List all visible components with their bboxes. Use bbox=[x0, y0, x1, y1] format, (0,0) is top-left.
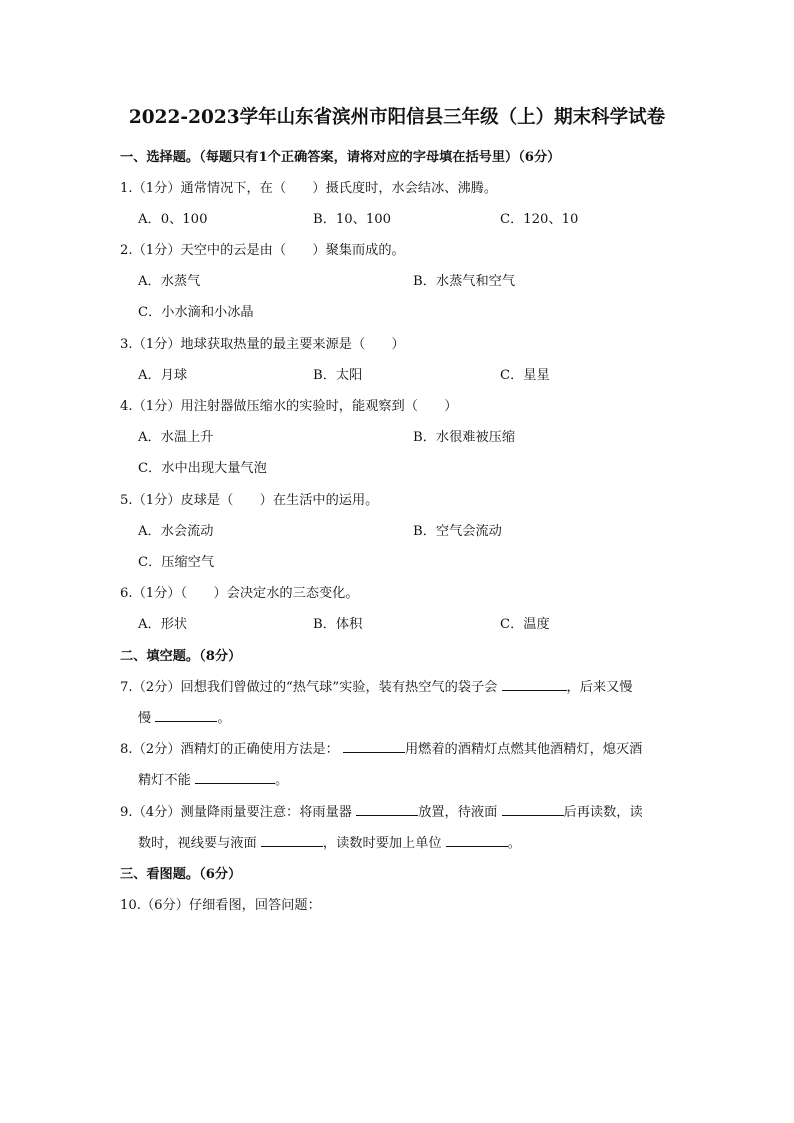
question-8-text-3: 精灯不能 bbox=[138, 773, 191, 788]
section-choice-heading: 一、选择题。（每题只有1个正确答案，请将对应的字母填在括号里）（6分） bbox=[120, 150, 561, 165]
question-4-option-a: A．水温上升 bbox=[138, 430, 214, 445]
question-5-stem: 5.（1分）皮球是（ ）在生活中的运用。 bbox=[120, 493, 379, 508]
question-8-blank-2[interactable] bbox=[195, 770, 275, 784]
question-3-option-b: B．太阳 bbox=[313, 368, 363, 383]
question-7-blank-2[interactable] bbox=[155, 708, 217, 722]
question-6-option-b: B．体积 bbox=[313, 617, 363, 632]
question-9-text-5: ，读数时要加上单位 bbox=[322, 836, 442, 851]
question-6-option-a: A．形状 bbox=[138, 617, 188, 632]
question-3-stem: 3.（1分）地球获取热量的最主要来源是（ ） bbox=[120, 337, 405, 352]
question-8-text-1: 8.（2分）酒精灯的正确使用方法是： bbox=[120, 742, 339, 757]
exam-title: 2022-2023学年山东省滨州市阳信县三年级（上）期末科学试卷 bbox=[128, 107, 666, 128]
question-2-option-c: C．小水滴和小冰晶 bbox=[138, 305, 254, 320]
question-8-blank-1[interactable] bbox=[343, 739, 405, 753]
question-7-text-3: 慢 bbox=[138, 711, 152, 726]
question-6-stem: 6.（1分）（ ）会决定水的三态变化。 bbox=[120, 586, 359, 601]
question-7-text-4: 。 bbox=[217, 711, 231, 726]
question-6-option-c: C．温度 bbox=[500, 617, 550, 632]
question-5-option-c: C．压缩空气 bbox=[138, 555, 215, 570]
question-7-line-1 bbox=[120, 676, 632, 695]
question-2-option-a: A．水蒸气 bbox=[138, 274, 201, 289]
question-7-text-2: ，后来又慢 bbox=[566, 680, 633, 695]
question-9-blank-2[interactable] bbox=[502, 802, 564, 816]
question-8-line-2 bbox=[138, 769, 288, 788]
question-8-text-4: 。 bbox=[274, 773, 289, 788]
question-3-option-c: C．星星 bbox=[500, 368, 550, 383]
question-9-line-2 bbox=[138, 832, 521, 851]
question-8-text-2: 用燃着的酒精灯点燃其他酒精灯，熄灭酒 bbox=[405, 742, 643, 757]
question-1-option-a: A．0、100 bbox=[138, 212, 208, 227]
question-9-blank-4[interactable] bbox=[446, 833, 508, 847]
question-4-option-b: B．水很难被压缩 bbox=[413, 430, 516, 445]
question-4-stem: 4.（1分）用注射器做压缩水的实验时，能观察到（ ） bbox=[120, 399, 458, 414]
section-fill-heading: 二、填空题。（8分） bbox=[120, 649, 242, 664]
question-9-text-3: 后再读数，读 bbox=[563, 805, 643, 820]
question-9-text-6: 。 bbox=[507, 836, 521, 851]
question-7-line-2 bbox=[138, 707, 231, 726]
question-3-option-a: A．月球 bbox=[138, 368, 188, 383]
section-picture-heading: 三、看图题。（6分） bbox=[120, 867, 242, 882]
question-9-blank-3[interactable] bbox=[261, 833, 323, 847]
question-9-text-1: 9.（4分）测量降雨量要注意：将雨量器 bbox=[120, 805, 352, 820]
question-2-option-b: B．水蒸气和空气 bbox=[413, 274, 516, 289]
question-7-text-1: 7.（2分）回想我们曾做过的“热气球”实验，装有热空气的袋子会 bbox=[120, 680, 498, 695]
question-9-blank-1[interactable] bbox=[356, 802, 418, 816]
question-4-option-c: C．水中出现大量气泡 bbox=[138, 461, 267, 476]
question-5-option-b: B．空气会流动 bbox=[413, 524, 502, 539]
question-1-stem: 1.（1分）通常情况下，在（ ）摄氏度时，水会结冰、沸腾。 bbox=[120, 181, 498, 196]
question-5-option-a: A．水会流动 bbox=[138, 524, 214, 539]
question-9-text-2: 放置，待液面 bbox=[418, 805, 498, 820]
question-9-line-1 bbox=[120, 801, 643, 820]
question-9-text-4: 数时，视线要与液面 bbox=[138, 836, 257, 851]
question-1-option-c: C．120、10 bbox=[500, 212, 579, 227]
question-10-stem: 10.（6分）仔细看图，回答问题： bbox=[120, 898, 321, 913]
question-2-stem: 2.（1分）天空中的云是由（ ）聚集而成的。 bbox=[120, 243, 405, 258]
question-8-line-1 bbox=[120, 738, 642, 757]
question-1-option-b: B．10、100 bbox=[313, 212, 392, 227]
question-7-blank-1[interactable] bbox=[502, 677, 567, 691]
